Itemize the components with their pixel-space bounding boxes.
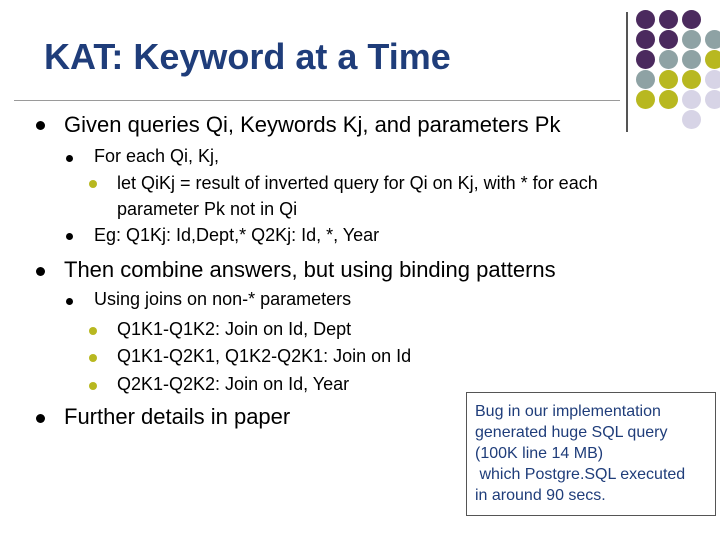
bullet-level3-let-qikj: let QiKj = result of inverted query for Qi on Kj, with * for each xyxy=(117,173,598,193)
dot-icon xyxy=(636,90,655,109)
bullet-icon xyxy=(36,267,45,276)
dot-icon xyxy=(636,70,655,89)
bullet-level3-join-q1k1-q1k2: Q1K1-Q1K2: Join on Id, Dept xyxy=(117,319,352,339)
bullet-level1-combine-answers: Then combine answers, but using binding patterns xyxy=(64,257,556,282)
dot-icon xyxy=(659,90,678,109)
dot-icon xyxy=(682,30,701,49)
bullet-continuation-parameter: parameter Pk not in Qi xyxy=(117,199,298,219)
bullet-icon xyxy=(89,180,97,188)
bullet-icon xyxy=(89,327,97,335)
note-line: which Postgre.SQL executed xyxy=(475,466,686,483)
bullet-level1-further-details: Further details in paper xyxy=(64,404,291,429)
slide-title: KAT: Keyword at a Time xyxy=(44,36,451,77)
title-underline xyxy=(14,100,620,101)
dot-icon xyxy=(659,10,678,29)
dot-icon xyxy=(682,10,701,29)
dot-icon xyxy=(682,50,701,69)
bullet-icon xyxy=(89,354,97,362)
bullet-level3-join-q2k1-q2k2: Q2K1-Q2K2: Join on Id, Year xyxy=(117,374,350,394)
note-line: generated huge SQL query xyxy=(475,424,668,441)
dot-icon xyxy=(659,50,678,69)
bullet-icon xyxy=(66,233,73,240)
dot-icon xyxy=(636,50,655,69)
dot-icon xyxy=(705,90,720,109)
dot-icon xyxy=(682,90,701,109)
note-line: in around 90 secs. xyxy=(475,487,606,504)
dot-icon xyxy=(705,50,720,69)
bullet-icon xyxy=(36,414,45,423)
bug-note-callout xyxy=(466,392,716,516)
bullet-level2-example: Eg: Q1Kj: Id,Dept,* Q2Kj: Id, *, Year xyxy=(94,225,380,245)
bullet-icon xyxy=(66,155,73,162)
dot-icon xyxy=(682,70,701,89)
bullet-icon xyxy=(89,382,97,390)
dot-icon xyxy=(659,70,678,89)
note-line: (100K line 14 MB) xyxy=(475,445,604,462)
dot-icon xyxy=(705,30,720,49)
note-line: Bug in our implementation xyxy=(475,403,661,420)
vertical-divider xyxy=(626,12,628,132)
bullet-level2-for-each: For each Qi, Kj, xyxy=(94,146,220,166)
dot-icon xyxy=(705,70,720,89)
dot-icon xyxy=(636,10,655,29)
bullet-icon xyxy=(36,121,45,130)
dot-icon xyxy=(636,30,655,49)
bullet-level3-join-q1k1-q2k1: Q1K1-Q2K1, Q1K2-Q2K1: Join on Id xyxy=(117,346,412,366)
dot-icon xyxy=(659,30,678,49)
bullet-level1-given-queries: Given queries Qi, Keywords Kj, and parameters Pk xyxy=(64,112,561,137)
bullet-icon xyxy=(66,298,73,305)
dot-icon xyxy=(682,110,701,129)
bullet-level2-using-joins: Using joins on non-* parameters xyxy=(94,289,352,309)
